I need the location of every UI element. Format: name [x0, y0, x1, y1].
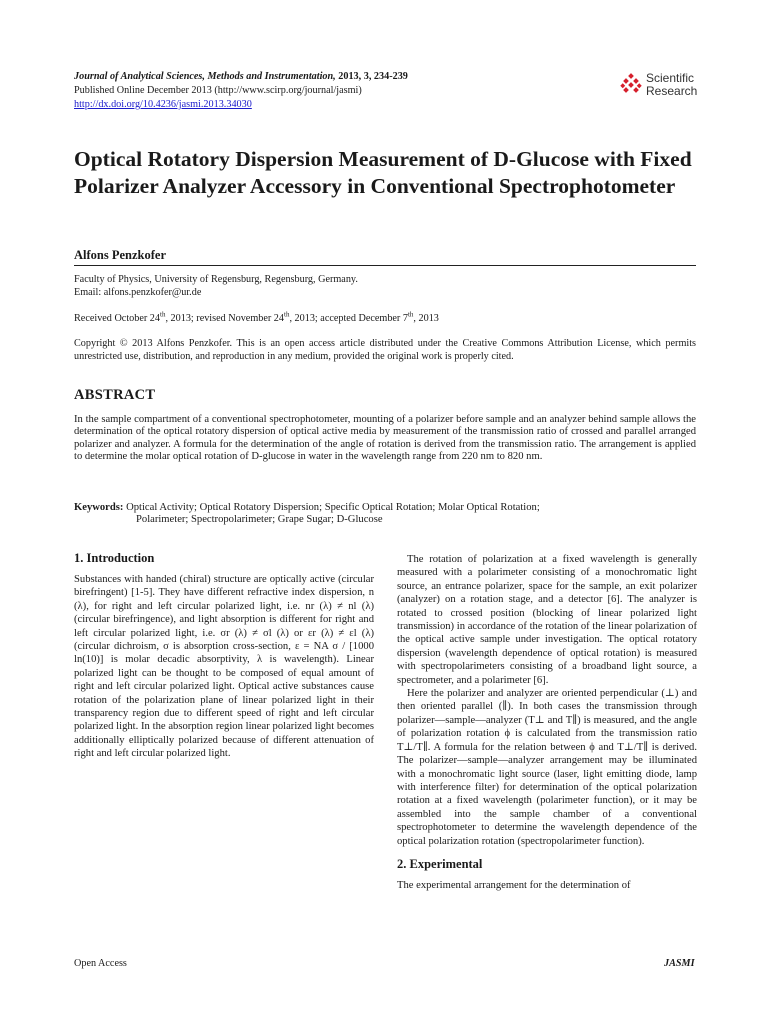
section-heading-experimental: 2. Experimental	[397, 856, 483, 871]
doi-link[interactable]: http://dx.doi.org/10.4236/jasmi.2013.34030	[74, 99, 252, 110]
keywords-line-1: Optical Activity; Optical Rotatory Dispersion; Specific Optical Rotation; Molar Optical Rotation;	[126, 502, 540, 513]
scientific-research-logo-icon	[620, 73, 642, 95]
journal-citation	[74, 70, 594, 84]
paper-title: Optical Rotatory Dispersion Measurement of D-Glucose with Fixed Polarizer Analyzer Accessory in Conventional Spectrophotometer	[74, 147, 692, 198]
affiliation: Faculty of Physics, University of Regensburg, Regensburg, Germany.	[74, 274, 358, 285]
publisher-logo	[620, 70, 700, 102]
abstract-text: In the sample compartment of a conventional spectrophotometer, mounting of a polarizer before sample and an analyzer behind sample allows the determination of the optical rotatory dispersion of optical active media by measurement of the transmission ratio of crossed and parallel arranged polarizer and analyzer. A formula for the determination of the angle of rotation is derived from the transmission ratio. The arrangement is applied to determine the molar optical rotation of D-glucose in water in the wavelength range from 220 nm to 820 nm.	[74, 414, 696, 462]
footer-open-access: Open Access	[74, 958, 127, 969]
copyright-notice: Copyright © 2013 Alfons Penzkofer. This is an open access article distributed under the Creative Commons Attribution License, which permits unrestricted use, distribution, and reproduction in any medium, provided the original work is properly cited.	[74, 338, 696, 362]
journal-volume: 2013, 3, 234-239	[335, 71, 408, 82]
right-column	[397, 553, 697, 892]
received-dates: Received October 24th, 2013; revised November 24th, 2013; accepted December 7th, 2013	[74, 310, 439, 324]
footer-journal-abbrev: JASMI	[664, 958, 695, 969]
abstract-heading: ABSTRACT	[74, 387, 156, 403]
author-divider	[74, 265, 696, 266]
intro-paragraph-1: Substances with handed (chiral) structure are optically active (circular birefringent) [1-5]. They have different refractive index dispersion, n (λ), for right and left circular polarized light, i.e. nr (λ) ≠ nl (λ) (circular birefringence), and light absorption is different for right and left circular polarized light, i.e. σr (λ) ≠ σl (λ) or εr (λ) ≠ εl (λ) (circular dichroism, σ is absorption cross-section, ε = NA σ / [1000 ln(10)] is molar decadic absorptivity, λ is wavelength). Linear polarized light can be thought to be composed of equal amount of right and left circular polarized light. Optical active substances cause rotation of the polarization plane of linear polarized light in their transparency region due to different speed of right and left circular polarized light. In the absorption region linear polarized light becomes additionally elliptically polarized because of different attenuation of right and left circular polarized light.	[74, 574, 374, 760]
published-online: Published Online December 2013 (http://www.scirp.org/journal/jasmi)	[74, 85, 362, 96]
email: Email: alfons.penzkofer@ur.de	[74, 287, 202, 298]
author-name: Alfons Penzkofer	[74, 248, 166, 262]
keywords-line-2: Polarimeter; Spectropolarimeter; Grape Sugar; D-Glucose	[136, 514, 383, 526]
section-heading-introduction: 1. Introduction	[74, 551, 155, 565]
experimental-paragraph-1: The experimental arrangement for the determination of	[397, 879, 631, 891]
journal-title: Journal of Analytical Sciences, Methods and Instrumentation,	[74, 71, 336, 82]
left-column	[74, 551, 374, 761]
publisher-name: Scientific Research	[646, 71, 698, 98]
journal-header	[74, 70, 594, 112]
intro-paragraph-2: The rotation of polarization at a fixed wavelength is generally measured with a polarimeter consisting of a monochromatic light source, an entrance polarizer, space for the sample, an exit polarizer (analyzer) on a rotation stage, and a detector [6]. The analyzer is rotated to crossed position (blocking of linear polarized light transmission) in accordance of the rotation of the linear polarization of the optical active sample under investigation. The optical rotatory dispersion (wavelength dependence of optical rotation) is measured with spectropolarimeters consisting of a broadband light source, a spectrometer, and a polarimeter [6].	[397, 554, 697, 686]
intro-paragraph-3: Here the polarizer and analyzer are oriented perpendicular (⊥) and then oriented parallel (∥). In both cases the transmission through polarizer—sample—analyzer (T⊥ and T∥) is measured, and the angle of polarization rotation ϕ is calculated from the transmission ratio T⊥/T∥. A formula for the relation between ϕ and T⊥/T∥ is derived. The polarizer—sample—analyzer arrangement may be illuminated with a monochromatic light source (laser, light emitting diode, lamp with interference filter) for determination of the optical polarization rotation at a fixed wavelength (polarimeter function), or it may be assembled into the sample chamber of a conventional spectrophotometer to determine the wavelength dependence of the optical polarization rotation (spectropolarimeter function).	[397, 688, 697, 847]
keywords-label: Keywords:	[74, 502, 124, 513]
keywords	[74, 502, 696, 527]
affiliation-block	[74, 273, 694, 299]
